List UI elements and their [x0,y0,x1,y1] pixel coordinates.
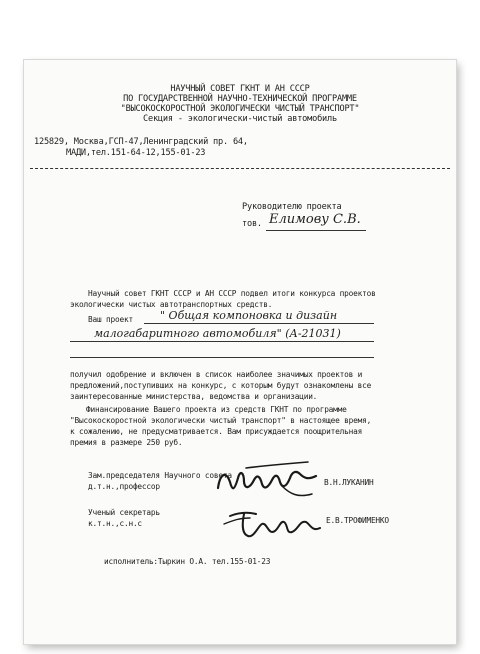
deputy-title-2: д.т.н.,профессор [88,482,160,491]
secretary-title-1: Ученый секретарь [88,508,160,517]
addressee-underline [266,230,366,231]
project-underline-3 [70,357,374,358]
project-label: Ваш проект [88,315,133,324]
secretary-name: Е.В.ТРОФИМЕНКО [326,516,389,525]
body-p3-line-4: премия в размере 250 руб. [70,438,183,447]
addressee-title: Руководителю проекта [242,202,342,212]
secretary-title-2: к.т.н.,с.н.с [88,519,142,528]
deputy-title-1: Зам.председателя Научного совета [88,471,232,480]
addressee-prefix: тов. [242,219,262,229]
header-line-1: НАУЧНЫЙ СОВЕТ ГКНТ И АН СССР [170,84,310,94]
body-p3-line-2: "Высокоскоростной экологически чистый транспорт" в настоящее время, [70,416,372,425]
letterhead-divider [30,168,450,169]
addressee-name-handwritten: Елимову С.В. [269,212,361,227]
header-line-3: "ВЫСОКОСКОРОСТНОЙ ЭКОЛОГИЧЕСКИ ЧИСТЫЙ ТРАНСПОРТ" [120,104,360,114]
deputy-signature [212,458,322,504]
body-p3-line-1: Финансирование Вашего проекта из средств ГКНТ по программе [86,405,347,414]
address-line-1: 125829, Москва,ГСП-47,Ленинградский пр. 64, [34,137,248,147]
body-p2-line-1: получил одобрение и включен в список наиболее значимых проектов и [70,370,363,379]
secretary-signature [220,502,330,546]
body-p1-line-1: Научный совет ГКНТ СССР и АН СССР подвел итоги конкурса проектов [88,289,376,298]
header-line-2: ПО ГОСУДАРСТВЕННОЙ НАУЧНО-ТЕХНИЧЕСКОЙ ПРОГРАММЕ [123,94,357,104]
body-p2-line-3: заинтересованные министерства, ведомства и организации. [70,392,318,401]
project-underline-1 [144,323,374,324]
header-line-4: Секция - экологически-чистый автомобиль [143,114,337,124]
deputy-name: В.Н.ЛУКАНИН [324,478,374,487]
address-line-2: МАДИ,тел.151-64-12,155-01-23 [66,148,206,158]
project-title-handwritten-1: " Общая компоновка и дизайн [160,309,338,322]
project-title-handwritten-2: малогабаритного автомобиля" (А-21031) [94,327,341,340]
executor-line: исполнитель:Тыркин О.А. тел.155-01-23 [104,557,271,566]
letter-sheet [24,60,456,644]
body-p2-line-2: предложений,поступивших на конкурс, с которым будут ознакомлены все [70,381,372,390]
body-p1-line-2: экологически чистых автотранспортных средств. [70,300,273,309]
project-underline-2 [70,341,374,342]
body-p3-line-3: к сожалению, не предусматривается. Вам присуждается поощрительная [70,427,363,436]
